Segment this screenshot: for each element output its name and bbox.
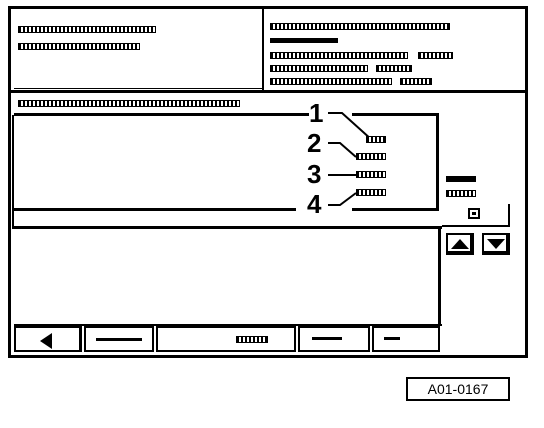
function-button-2-label — [236, 336, 268, 343]
function-button-3-label — [312, 337, 342, 340]
triangle-up-icon — [451, 239, 469, 249]
leader-4 — [328, 193, 356, 205]
function-button-3[interactable] — [298, 326, 370, 352]
triangle-left-icon — [40, 333, 52, 349]
field-4[interactable] — [356, 189, 386, 196]
triangle-down-icon — [487, 239, 505, 249]
side-bracket — [508, 204, 510, 226]
side-bracket-base — [442, 225, 510, 227]
function-button-2[interactable] — [156, 326, 296, 352]
field-3[interactable] — [356, 171, 386, 178]
callout-1: 1 — [309, 98, 324, 128]
callout-2: 2 — [307, 128, 322, 158]
function-button-1[interactable] — [84, 326, 154, 352]
callout-4: 4 — [307, 189, 322, 219]
scroll-up-button[interactable] — [446, 233, 474, 255]
side-checkbox[interactable] — [468, 208, 480, 219]
leader-2 — [328, 143, 356, 157]
list-top-border — [14, 226, 442, 229]
function-button-1-label — [96, 338, 142, 341]
checkbox-mark-icon — [472, 212, 476, 215]
side-indicator-1 — [446, 176, 476, 182]
field-1[interactable] — [366, 136, 386, 143]
function-button-4-label — [384, 337, 400, 340]
side-indicator-2 — [446, 190, 476, 197]
list-right-border — [438, 226, 441, 326]
callout-3: 3 — [307, 159, 322, 189]
figure-id-label: A01-0167 — [406, 377, 510, 401]
field-2[interactable] — [356, 153, 386, 160]
function-button-4[interactable] — [372, 326, 440, 352]
scroll-down-button[interactable] — [482, 233, 510, 255]
